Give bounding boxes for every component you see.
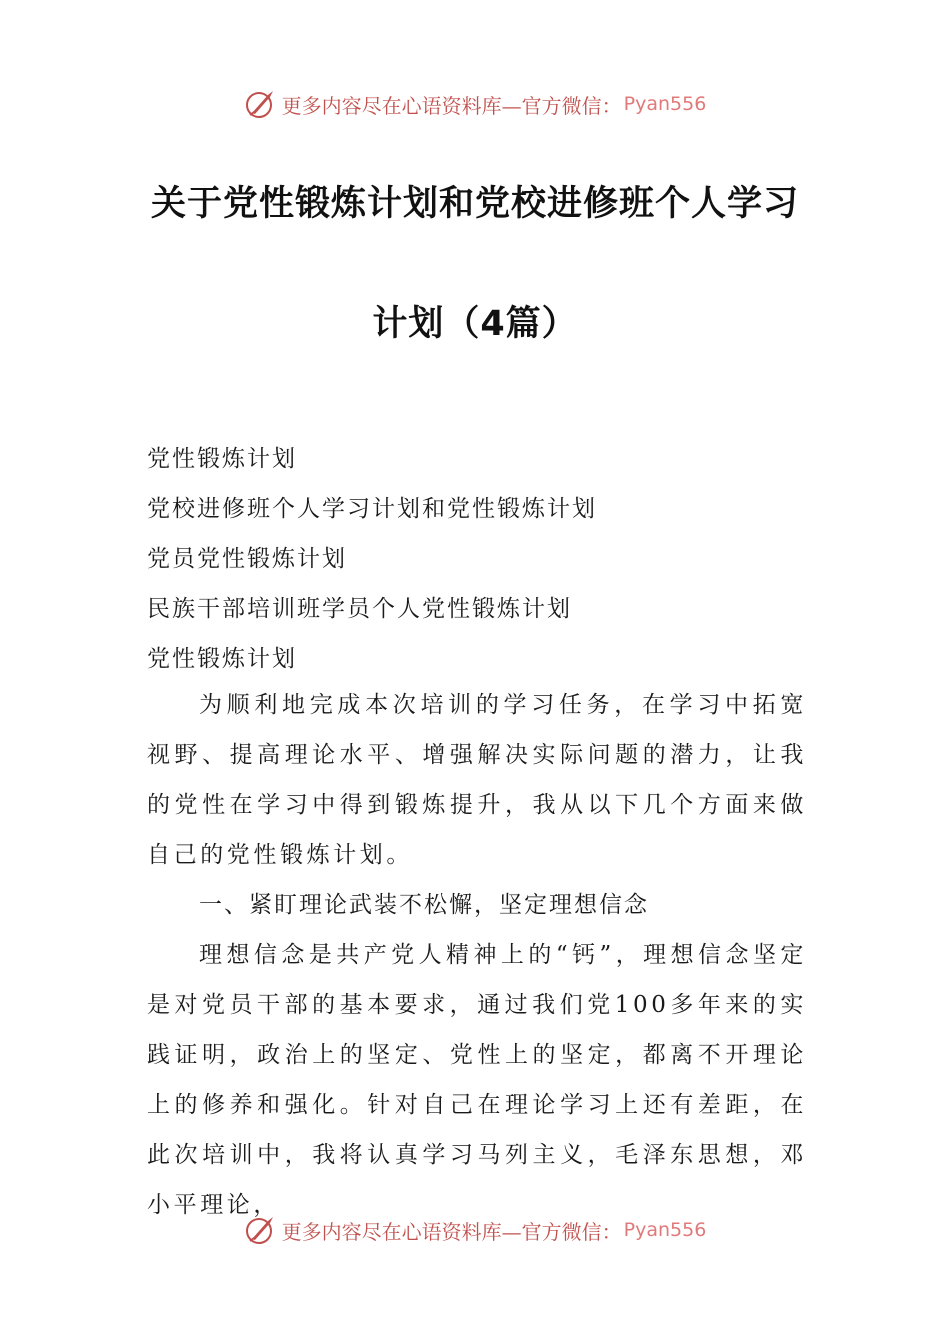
watermark-contact: Pyan556	[623, 1219, 707, 1241]
watermark-banner-top	[0, 84, 950, 124]
table-of-contents	[147, 434, 597, 684]
watermark-text: 更多内容尽在心语资料库—官方微信：	[281, 93, 622, 118]
document-title-line2: 计划（4篇）	[372, 304, 578, 344]
document-title-line1: 关于党性锻炼计划和党校进修班个人学习	[150, 184, 799, 224]
document-body	[147, 680, 807, 1230]
body-paragraph: 理想信念是共产党人精神上的“钙”，理想信念坚定是对党员干部的基本要求，通过我们党100多年来的实践证明，政治上的坚定、党性上的坚定，都离不开理论上的修养和强化。针对自己在理论学习上还有差距，在此次培训中，我将认真学习马列主义，毛泽东思想，邓小平理论，	[147, 942, 807, 1218]
watermark-banner-bottom	[0, 1210, 950, 1250]
body-paragraph: 为顺利地完成本次培训的学习任务，在学习中拓宽视野、提高理论水平、增强解决实际问题的潜力，让我的党性在学习中得到锻炼提升，我从以下几个方面来做自己的党性锻炼计划。	[147, 692, 807, 868]
toc-item: 党校进修班个人学习计划和党性锻炼计划	[147, 496, 597, 522]
quill-logo-icon	[244, 87, 278, 121]
section-heading: 一、紧盯理论武装不松懈，坚定理想信念	[199, 892, 649, 918]
toc-item: 党员党性锻炼计划	[147, 546, 347, 572]
watermark-text: 更多内容尽在心语资料库—官方微信：	[281, 1219, 622, 1244]
quill-logo-icon	[244, 1213, 278, 1247]
watermark-contact: Pyan556	[623, 93, 707, 115]
toc-item: 党性锻炼计划	[147, 646, 297, 672]
toc-item: 党性锻炼计划	[147, 446, 297, 472]
toc-item: 民族干部培训班学员个人党性锻炼计划	[147, 596, 572, 622]
